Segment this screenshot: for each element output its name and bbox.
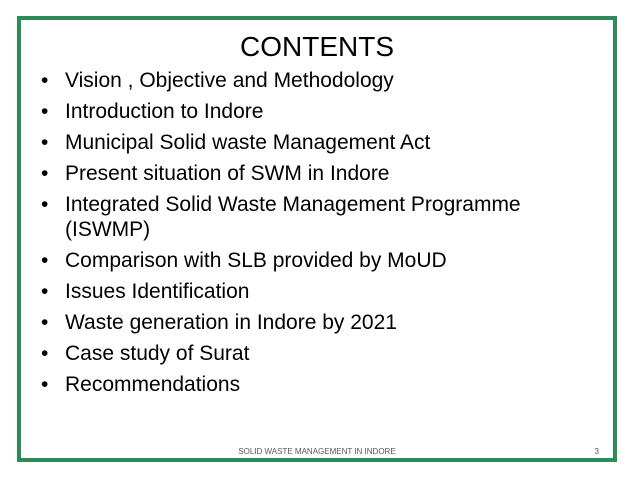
bullet-icon: •	[41, 69, 49, 92]
list-item	[37, 248, 585, 273]
bullet-icon: •	[41, 280, 49, 303]
bullet-icon: •	[41, 193, 49, 216]
list-item	[37, 341, 585, 366]
list-item	[37, 372, 585, 397]
bullet-icon: •	[41, 131, 49, 154]
slide-number: 3	[594, 447, 599, 456]
list-item	[37, 310, 585, 335]
list-item-text: Comparison with SLB provided by MoUD	[65, 249, 447, 272]
bullet-icon: •	[41, 100, 49, 123]
slide-frame	[17, 16, 617, 462]
list-item-text: Vision , Objective and Methodology	[65, 69, 394, 92]
list-item-text: Recommendations	[65, 373, 241, 396]
list-item	[37, 68, 585, 93]
list-item	[37, 99, 585, 124]
list-item-text: Waste generation in Indore by 2021	[65, 311, 397, 334]
list-item	[37, 161, 585, 186]
list-item	[37, 279, 585, 304]
bullet-icon: •	[41, 249, 49, 272]
slide-title: CONTENTS	[240, 31, 394, 62]
list-item	[37, 192, 585, 242]
list-item-text: Present situation of SWM in Indore	[65, 162, 390, 185]
list-item-text: Introduction to Indore	[65, 100, 264, 123]
bullet-icon: •	[41, 373, 49, 396]
contents-list	[37, 68, 585, 403]
list-item-text: Integrated Solid Waste Management Programme (ISWMP)	[65, 193, 521, 241]
bullet-icon: •	[41, 342, 49, 365]
list-item	[37, 130, 585, 155]
list-item-text: Case study of Surat	[65, 342, 250, 365]
bullet-icon: •	[41, 162, 49, 185]
list-item-text: Issues Identification	[65, 280, 250, 303]
bullet-icon: •	[41, 311, 49, 334]
list-item-text: Municipal Solid waste Management Act	[65, 131, 431, 154]
slide-footer: SOLID WASTE MANAGEMENT IN INDORE	[238, 447, 396, 456]
